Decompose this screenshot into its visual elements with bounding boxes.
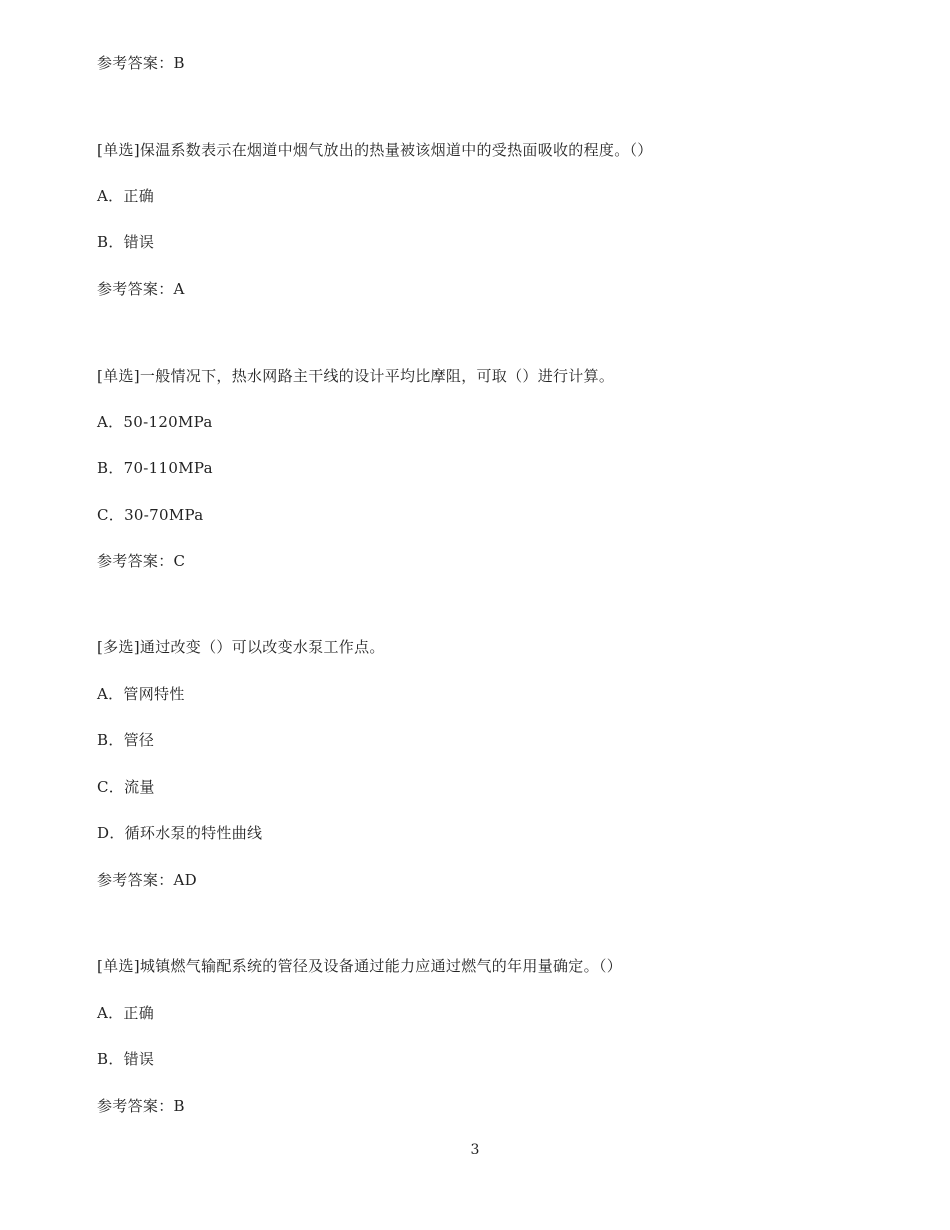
question-stem: [多选]通过改变（）可以改变水泵工作点。	[97, 638, 385, 656]
question-stem: [单选]保温系数表示在烟道中烟气放出的热量被该烟道中的受热面吸收的程度。（）	[97, 141, 653, 159]
option-b: B．管径	[97, 731, 155, 749]
option-a: A．50-120MPa	[97, 413, 213, 431]
option-b: B．错误	[97, 1050, 155, 1068]
answer-line: 参考答案：AD	[97, 871, 197, 889]
question-stem: [单选]城镇燃气输配系统的管径及设备通过能力应通过燃气的年用量确定。（）	[97, 957, 623, 975]
answer-line: 参考答案：B	[97, 1097, 185, 1115]
option-c: C．流量	[97, 778, 155, 796]
option-a: A．正确	[97, 187, 155, 205]
option-b: B．70-110MPa	[97, 459, 213, 477]
answer-line: 参考答案：C	[97, 552, 186, 570]
answer-line: 参考答案：B	[97, 54, 185, 72]
page-number: 3	[470, 1142, 480, 1158]
option-d: D．循环水泵的特性曲线	[97, 824, 263, 842]
option-c: C．30-70MPa	[97, 506, 204, 524]
question-stem: [单选]一般情况下，热水网路主干线的设计平均比摩阻，可取（）进行计算。	[97, 367, 615, 385]
answer-line: 参考答案：A	[97, 280, 185, 298]
option-a: A．管网特性	[97, 685, 185, 703]
option-a: A．正确	[97, 1004, 155, 1022]
option-b: B．错误	[97, 233, 155, 251]
